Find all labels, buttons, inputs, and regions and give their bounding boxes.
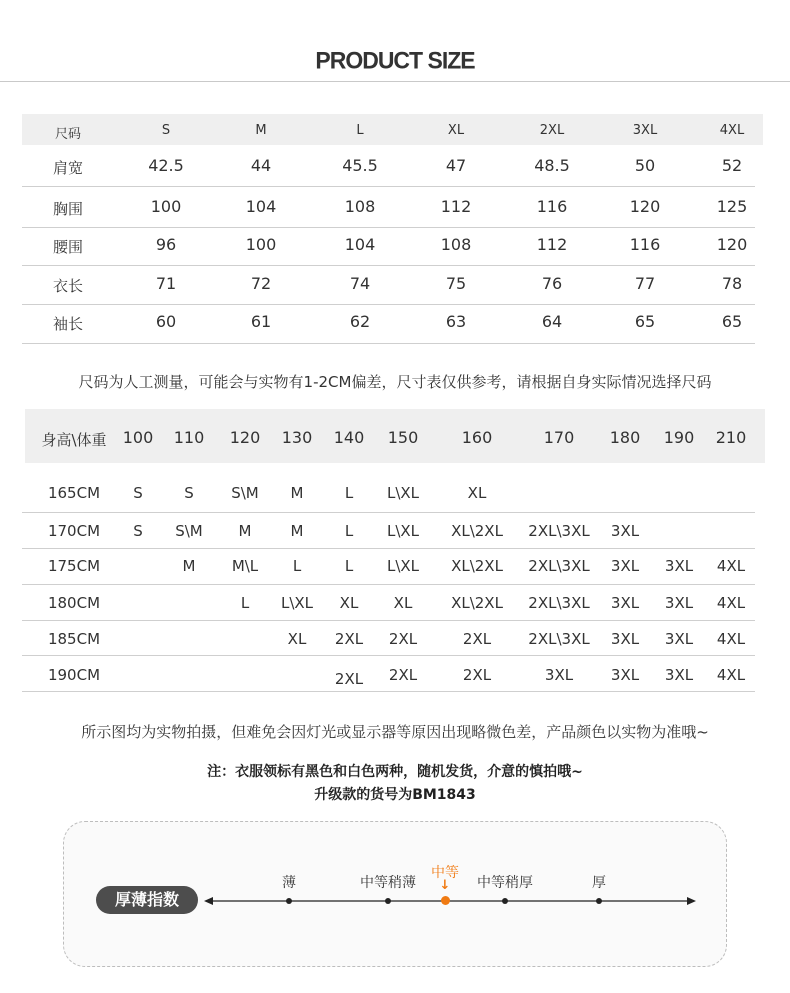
measure-note: 尺码为人工测量，可能会与实物有1-2CM偏差，尺寸表仅供参考，请根据自身实际情况选择尺码 [78, 373, 712, 391]
fit-cell: XL [287, 630, 307, 648]
table-row-divider [22, 620, 755, 621]
size-cell: 72 [250, 274, 272, 293]
fit-cell: 2XL\3XL [528, 522, 590, 540]
fit-cell: L [344, 557, 354, 575]
fit-cell: M [290, 522, 304, 540]
fit-cell: XL\2XL [451, 557, 503, 575]
fit-cell: M [238, 522, 252, 540]
table-row-divider [22, 227, 755, 228]
label-note: 注：衣服领标有黑色和白色两种，随机发货，介意的慎拍哦~ [207, 764, 583, 780]
thickness-level-dot [286, 898, 292, 904]
size-header: M [255, 123, 267, 138]
table-row-divider [22, 343, 755, 344]
fit-cell: 3XL [610, 557, 640, 575]
size-cell: 100 [150, 197, 182, 216]
size-cell: 63 [445, 312, 467, 331]
size-header: 4XL [719, 123, 745, 138]
fit-cell: XL [467, 484, 487, 502]
size-cell: 44 [250, 156, 272, 175]
fit-cell: 4XL [716, 557, 746, 575]
size-cell: 60 [155, 312, 177, 331]
thickness-level-dot [385, 898, 391, 904]
size-cell: 65 [721, 312, 743, 331]
size-header: S [161, 123, 171, 138]
size-header-label: 尺码 [54, 127, 81, 142]
fit-header-weight: 150 [387, 428, 419, 447]
fit-cell: S\M [231, 484, 259, 502]
fit-cell: 2XL [334, 670, 364, 688]
fit-cell: L\XL [280, 594, 314, 612]
size-cell: 45.5 [342, 156, 378, 175]
fit-header-weight: 120 [229, 428, 261, 447]
fit-cell: S [133, 522, 143, 540]
fit-cell: 3XL [664, 594, 694, 612]
fit-header-weight: 110 [173, 428, 205, 447]
size-cell: 52 [721, 156, 743, 175]
fit-cell: 4XL [716, 594, 746, 612]
table-row-divider [22, 265, 755, 266]
size-cell: 108 [440, 235, 472, 254]
size-header: 2XL [539, 123, 565, 138]
table-row-divider [22, 655, 755, 656]
fit-cell: 3XL [610, 630, 640, 648]
fit-cell: 2XL [388, 630, 418, 648]
fit-row-height: 190CM [47, 666, 101, 684]
size-cell: 48.5 [534, 156, 570, 175]
fit-cell: 3XL [664, 666, 694, 684]
size-cell: 120 [629, 197, 661, 216]
fit-cell: 2XL [334, 630, 364, 648]
size-cell: 100 [245, 235, 277, 254]
thickness-level-label: 中等稍薄 [360, 875, 416, 891]
size-cell: 75 [445, 274, 467, 293]
size-cell: 112 [440, 197, 472, 216]
photo-note: 所示图均为实物拍摄，但难免会因灯光或显示器等原因出现略微色差，产品颜色以实物为准哦~ [81, 723, 709, 741]
size-header: 3XL [632, 123, 658, 138]
fit-cell: XL [393, 594, 413, 612]
thickness-level-label: 中等 [431, 865, 459, 881]
size-cell: 61 [250, 312, 272, 331]
fit-header-weight: 160 [461, 428, 493, 447]
fit-cell: 3XL [664, 630, 694, 648]
size-cell: 42.5 [148, 156, 184, 175]
fit-row-height: 165CM [47, 484, 101, 502]
fit-header-weight: 180 [609, 428, 641, 447]
size-header: L [356, 123, 364, 138]
size-cell: 104 [245, 197, 277, 216]
fit-header-weight: 210 [715, 428, 747, 447]
thickness-level-label: 中等稍厚 [477, 875, 533, 891]
thickness-label: 厚薄指数 [96, 886, 198, 914]
fit-header-label: 身高\体重 [41, 431, 107, 449]
thickness-scale-axis [204, 894, 696, 908]
fit-cell: 3XL [544, 666, 574, 684]
thickness-level-label: 薄 [282, 875, 296, 891]
fit-cell: 3XL [664, 557, 694, 575]
fit-cell: L\XL [386, 484, 420, 502]
fit-cell: 2XL [388, 666, 418, 684]
fit-cell: M [290, 484, 304, 502]
fit-cell: 3XL [610, 594, 640, 612]
size-cell: 76 [541, 274, 563, 293]
size-cell: 104 [344, 235, 376, 254]
size-cell: 71 [155, 274, 177, 293]
table-row-divider [22, 548, 755, 549]
fit-cell: 2XL\3XL [528, 594, 590, 612]
fit-row-height: 185CM [47, 630, 101, 648]
fit-cell: 2XL [462, 666, 492, 684]
size-row-label: 衣长 [52, 277, 83, 295]
table-row-divider [22, 304, 755, 305]
size-cell: 74 [349, 274, 371, 293]
fit-cell: S [184, 484, 194, 502]
fit-cell: M [182, 557, 196, 575]
size-row-label: 袖长 [52, 315, 83, 333]
fit-row-height: 180CM [47, 594, 101, 612]
fit-cell: 3XL [610, 666, 640, 684]
table-row-divider [22, 512, 755, 513]
thickness-level-dot [596, 898, 602, 904]
size-cell: 125 [716, 197, 748, 216]
fit-header-weight: 130 [281, 428, 313, 447]
size-cell: 64 [541, 312, 563, 331]
size-cell: 47 [445, 156, 467, 175]
size-cell: 108 [344, 197, 376, 216]
fit-cell: 2XL\3XL [528, 557, 590, 575]
fit-cell: 4XL [716, 666, 746, 684]
table-row-divider [22, 186, 755, 187]
fit-row-height: 175CM [47, 557, 101, 575]
fit-cell: XL\2XL [451, 594, 503, 612]
size-cell: 65 [634, 312, 656, 331]
fit-cell: L [344, 522, 354, 540]
table-row-divider [22, 691, 755, 692]
arrow-down-icon: ↓ [439, 878, 451, 893]
fit-header-weight: 170 [543, 428, 575, 447]
title-divider [0, 81, 790, 82]
fit-cell: XL [339, 594, 359, 612]
fit-header-weight: 190 [663, 428, 695, 447]
size-cell: 78 [721, 274, 743, 293]
thickness-level-dot [502, 898, 508, 904]
fit-cell: M\L [231, 557, 259, 575]
fit-cell: S\M [175, 522, 203, 540]
fit-cell: L [344, 484, 354, 502]
fit-cell: L\XL [386, 557, 420, 575]
size-row-label: 肩宽 [52, 159, 83, 177]
size-cell: 62 [349, 312, 371, 331]
fit-cell: S [133, 484, 143, 502]
size-header: XL [447, 123, 465, 138]
thickness-level-label: 厚 [592, 875, 606, 891]
fit-header-weight: 100 [122, 428, 154, 447]
fit-cell: L [240, 594, 250, 612]
size-cell: 77 [634, 274, 656, 293]
fit-cell: XL\2XL [451, 522, 503, 540]
fit-cell: 2XL [462, 630, 492, 648]
fit-cell: L [292, 557, 302, 575]
fit-row-height: 170CM [47, 522, 101, 540]
size-cell: 116 [629, 235, 661, 254]
fit-cell: 3XL [610, 522, 640, 540]
size-row-label: 胸围 [52, 200, 83, 218]
size-cell: 50 [634, 156, 656, 175]
thickness-selected-marker [441, 896, 450, 905]
table-row-divider [22, 584, 755, 585]
item-number-note: 升级款的货号为BM1843 [314, 787, 476, 803]
fit-cell: L\XL [386, 522, 420, 540]
size-cell: 116 [536, 197, 568, 216]
fit-cell: 2XL\3XL [528, 630, 590, 648]
size-cell: 112 [536, 235, 568, 254]
page-title: PRODUCT SIZE [315, 46, 475, 74]
size-cell: 120 [716, 235, 748, 254]
fit-cell: 4XL [716, 630, 746, 648]
size-row-label: 腰围 [52, 238, 83, 256]
fit-header-weight: 140 [333, 428, 365, 447]
size-cell: 96 [155, 235, 177, 254]
